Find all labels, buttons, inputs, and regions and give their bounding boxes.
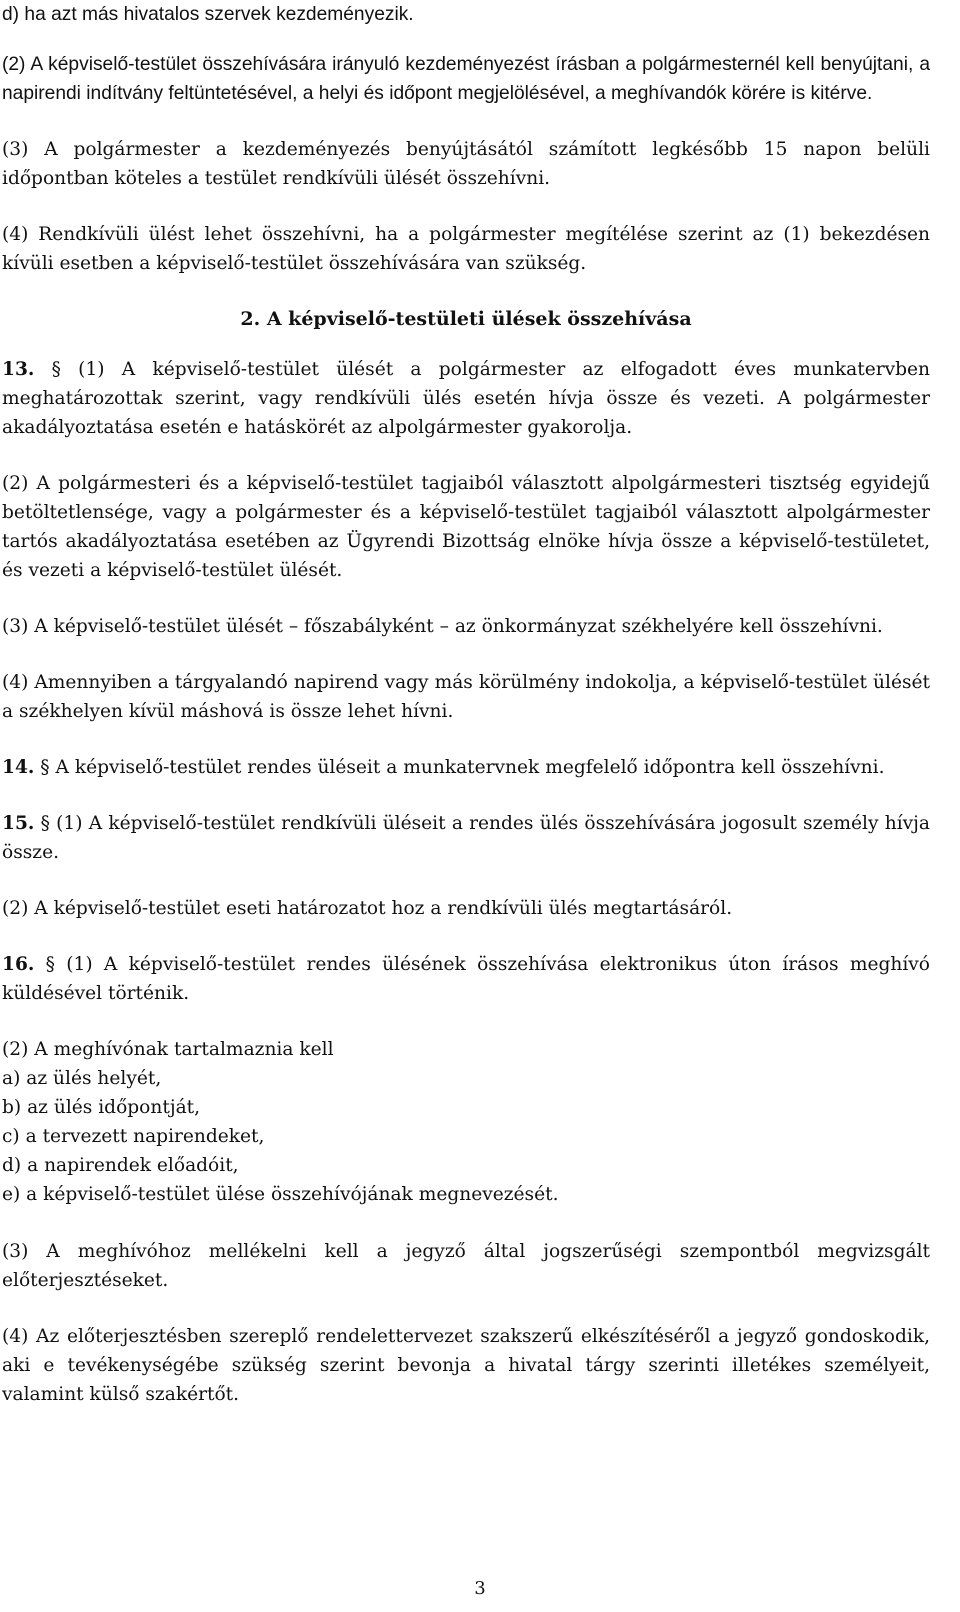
section-14-text: A képviselő-testület rendes üléseit a munkatervnek megfelelő időpontra kell összehívni. bbox=[49, 757, 885, 778]
section-15-paragraph-2: (2) A képviselő-testület eseti határozatot hoz a rendkívüli ülés megtartásáról. bbox=[2, 898, 733, 919]
section-14-paragraph bbox=[2, 753, 930, 782]
section-16-paragraph-1 bbox=[2, 950, 930, 1008]
paragraph-4: (4) Rendkívüli ülést lehet összehívni, ha a polgármester megítélése szerint az (1) bekezdésen kívüli esetben a képviselő-testület összehívására van szükség. bbox=[2, 224, 930, 274]
section-15-number: 15. bbox=[2, 813, 35, 834]
section-sign-icon: § bbox=[34, 813, 50, 834]
section-14-number: 14. bbox=[2, 757, 35, 778]
section-sign-icon: § bbox=[34, 757, 50, 778]
section-16-text: (1) A képviselő-testület rendes ülésének összehívása elektronikus úton írásos meghívó küldésével történik. bbox=[2, 954, 930, 1004]
section-16-paragraph-2 bbox=[2, 1035, 930, 1209]
paragraph-d: d) ha azt más hivatalos szervek kezdeményezik. bbox=[2, 4, 414, 25]
list-item: e) a képviselő-testület ülése összehívójának megnevezését. bbox=[2, 1184, 559, 1205]
list-intro: (2) A meghívónak tartalmaznia kell bbox=[2, 1039, 334, 1060]
section-heading: 2. A képviselő-testületi ülések összehívása bbox=[240, 308, 692, 330]
section-sign-icon: § bbox=[34, 359, 61, 380]
paragraph-2: (2) A képviselő-testület összehívására irányuló kezdeményezést írásban a polgármesternél kell benyújtani, a napirendi indítvány feltüntetésével, a helyi és időpont megjelölésével, a meghívandók körére is kitérve. bbox=[2, 54, 930, 104]
list-item: a) az ülés helyét, bbox=[2, 1068, 162, 1089]
section-16-paragraph-4: (4) Az előterjesztésben szereplő rendelettervezet szakszerű elkészítéséről a jegyző gondoskodik, aki e tevékenységébe szükség szerint bevonja a hivatal tárgy szerinti illetékes személyeit, valamint külső szakértőt. bbox=[2, 1326, 930, 1405]
section-13-paragraph-1 bbox=[2, 355, 930, 442]
section-15-paragraph-1 bbox=[2, 809, 930, 867]
section-13-number: 13. bbox=[2, 359, 35, 380]
section-15-text: (1) A képviselő-testület rendkívüli üléseit a rendes ülés összehívására jogosult személy hívja össze. bbox=[2, 813, 930, 863]
section-16-number: 16. bbox=[2, 954, 35, 975]
section-16-paragraph-3: (3) A meghívóhoz mellékelni kell a jegyző által jogszerűségi szempontból megvizsgált előterjesztéseket. bbox=[2, 1241, 930, 1291]
section-13-paragraph-4: (4) Amennyiben a tárgyalandó napirend vagy más körülmény indokolja, a képviselő-testület ülését a székhelyen kívül máshová is össze lehet hívni. bbox=[2, 672, 930, 722]
section-sign-icon: § bbox=[34, 954, 55, 975]
document-body bbox=[2, 0, 930, 1436]
paragraph-3: (3) A polgármester a kezdeményezés benyújtásától számított legkésőbb 15 napon belüli időpontban köteles a testület rendkívüli ülését összehívni. bbox=[2, 139, 930, 189]
list-item: d) a napirendek előadóit, bbox=[2, 1155, 239, 1176]
section-13-paragraph-3: (3) A képviselő-testület ülését – főszabályként – az önkormányzat székhelyére kell összehívni. bbox=[2, 616, 883, 637]
page-number: 3 bbox=[474, 1578, 486, 1599]
section-13-paragraph-2: (2) A polgármesteri és a képviselő-testület tagjaiból választott alpolgármesteri tisztség egyidejű betöltetlensége, vagy a polgármester és a képviselő-testület tagjaiból választott alpolgármester tartós akadályoztatása esetében az Ügyrendi Bizottság elnöke hívja össze a képviselő-testületet, és vezeti a képviselő-testület ülését. bbox=[2, 473, 930, 581]
section-13-text: (1) A képviselő-testület ülését a polgármester az elfogadott éves munkatervben meghatározottak szerint, vagy rendkívüli ülés esetén hívja össze és vezeti. A polgármester akadályoztatása esetén e hatáskörét az alpolgármester gyakorolja. bbox=[2, 359, 930, 438]
list-item: c) a tervezett napirendeket, bbox=[2, 1126, 265, 1147]
list-item: b) az ülés időpontját, bbox=[2, 1097, 201, 1118]
